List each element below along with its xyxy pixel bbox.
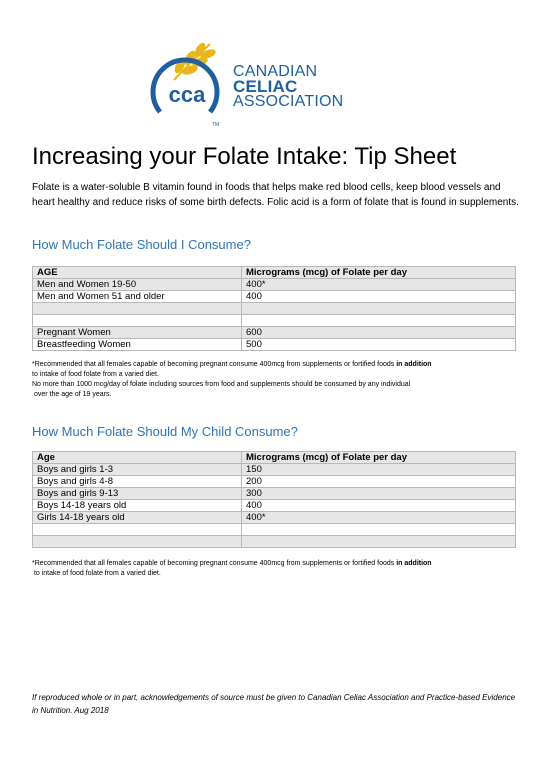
logo-line-celiac: CELIAC (233, 77, 298, 96)
mcg-cell (242, 315, 516, 327)
child-section-heading: How Much Folate Should My Child Consume? (32, 424, 298, 439)
footer-acknowledgement: If reproduced whole or in part, acknowledgements of source must be given to Canadian Celiac Association and Practice-based Evidence in Nutrition. Aug 2018 (32, 693, 516, 715)
cca-logo (146, 40, 346, 130)
adult-folate-table (32, 266, 516, 351)
mcg-cell (242, 524, 516, 536)
table-row (33, 524, 516, 536)
age-cell: Men and Women 19-50 (33, 279, 242, 291)
age-cell: Men and Women 51 and older (33, 291, 242, 303)
table-row (33, 512, 516, 524)
age-cell: Boys and girls 1-3 (33, 464, 242, 476)
mcg-cell: 150 (242, 464, 516, 476)
age-cell (33, 524, 242, 536)
adult-note-line4: over the age of 19 years. (33, 391, 112, 398)
table-header-row (33, 267, 516, 279)
adult-note-line3: No more than 1000 mcg/day of folate including sources from food and supplements should be consumed by any individual (32, 381, 411, 388)
table-row (33, 327, 516, 339)
mcg-cell: 400 (242, 500, 516, 512)
mcg-cell: 200 (242, 476, 516, 488)
table-row (33, 536, 516, 548)
age-cell (33, 315, 242, 327)
age-cell: Pregnant Women (33, 327, 242, 339)
child-note-bold: in addition (396, 560, 432, 567)
page-title: Increasing your Folate Intake: Tip Sheet (32, 143, 457, 170)
table-row (33, 279, 516, 291)
age-cell: Breastfeeding Women (33, 339, 242, 351)
age-cell: Boys and girls 4-8 (33, 476, 242, 488)
table-row (33, 291, 516, 303)
age-cell: Boys and girls 9-13 (33, 488, 242, 500)
table-row (33, 315, 516, 327)
age-cell: Boys 14-18 years old (33, 500, 242, 512)
mcg-cell: 300 (242, 488, 516, 500)
age-cell (33, 303, 242, 315)
mcg-cell: 400* (242, 279, 516, 291)
table-row (33, 464, 516, 476)
column-header-age: AGE (33, 267, 242, 279)
logo-initials: cca (168, 82, 206, 107)
column-header-mcg: Micrograms (mcg) of Folate per day (242, 267, 516, 279)
child-footnote (32, 559, 532, 579)
table-row (33, 476, 516, 488)
logo-tm: TM (212, 122, 220, 128)
adult-footnote (32, 360, 532, 400)
child-note-line1: *Recommended that all females capable of becoming pregnant consume 400mcg from supplements or fortified foods (32, 560, 397, 567)
column-header-age: Age (33, 452, 242, 464)
mcg-cell: 400 (242, 291, 516, 303)
cca-logo-mark-icon (146, 40, 228, 130)
table-header-row (33, 452, 516, 464)
mcg-cell (242, 536, 516, 548)
table-row (33, 303, 516, 315)
logo-line-canadian: CANADIAN (233, 63, 318, 80)
mcg-cell (242, 303, 516, 315)
child-folate-table (32, 451, 516, 548)
logo-wordmark (233, 64, 343, 109)
adult-note-bold: in addition (396, 361, 432, 368)
mcg-cell: 600 (242, 327, 516, 339)
mcg-cell: 400* (242, 512, 516, 524)
adult-note-line1: *Recommended that all females capable of becoming pregnant consume 400mcg from supplements or fortified foods (32, 361, 397, 368)
intro-paragraph: Folate is a water-soluble B vitamin found in foods that helps make red blood cells, keep blood vessels and heart healthy and reduce risks of some birth defects. Folic acid is a form of folate that is found in supplements. (32, 182, 519, 208)
column-header-mcg: Micrograms (mcg) of Folate per day (242, 452, 516, 464)
age-cell: Girls 14-18 years old (33, 512, 242, 524)
table-row (33, 488, 516, 500)
table-row (33, 500, 516, 512)
adult-section-heading: How Much Folate Should I Consume? (32, 237, 251, 252)
table-row (33, 339, 516, 351)
adult-note-line2: to intake of food folate from a varied diet. (32, 371, 159, 378)
child-note-line2: to intake of food folate from a varied diet. (33, 570, 161, 577)
mcg-cell: 500 (242, 339, 516, 351)
logo-line-association: ASSOCIATION (233, 93, 344, 110)
age-cell (33, 536, 242, 548)
